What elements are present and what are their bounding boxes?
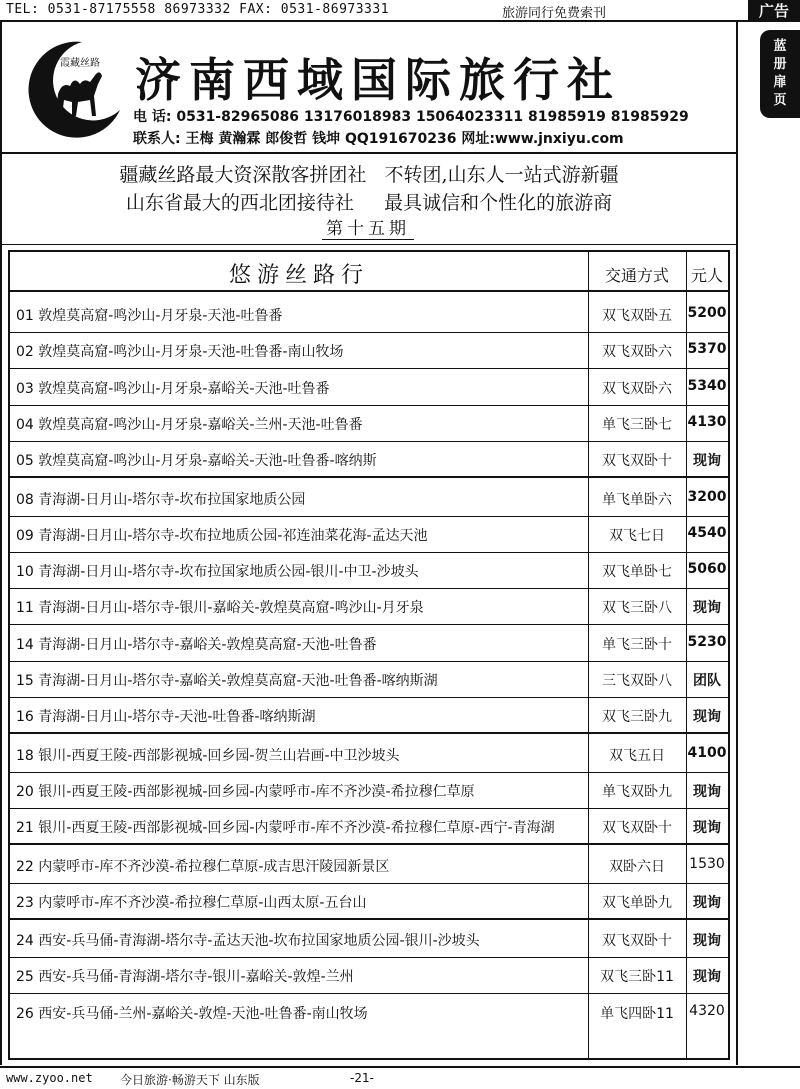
transport-cell: 单飞三卧七 bbox=[602, 417, 672, 433]
route-cell: 03 敦煌莫高窟-鸣沙山-月牙泉-嘉峪关-天池-吐鲁番 bbox=[16, 381, 330, 397]
table-row bbox=[10, 809, 728, 845]
price-cell: 现询 bbox=[693, 453, 721, 469]
price-cell: 5060 bbox=[687, 561, 727, 577]
table-row bbox=[10, 773, 728, 809]
table-row bbox=[10, 662, 728, 698]
route-cell: 02 敦煌莫高窟-鸣沙山-月牙泉-天池-吐鲁番-南山牧场 bbox=[16, 344, 344, 360]
transport-cell: 双飞双卧十 bbox=[602, 453, 672, 469]
page-number: -21- bbox=[350, 1071, 374, 1085]
header-route: 悠游丝路行 bbox=[228, 263, 369, 288]
side-tab-char: 蓝 bbox=[773, 39, 787, 54]
price-cell: 5370 bbox=[687, 341, 727, 357]
top-slogan: 旅游同行免费索刊 bbox=[502, 6, 607, 21]
table-row bbox=[10, 517, 728, 553]
price-cell: 3200 bbox=[687, 489, 727, 505]
transport-cell: 三飞双卧八 bbox=[602, 673, 672, 689]
table-row bbox=[10, 297, 728, 333]
table-row bbox=[10, 626, 728, 662]
footer bbox=[0, 1066, 800, 1089]
header-transport: 交通方式 bbox=[604, 266, 669, 285]
transport-cell: 双飞三卧九 bbox=[602, 709, 672, 725]
price-cell: 团队 bbox=[693, 673, 721, 689]
transport-cell: 双飞五日 bbox=[609, 748, 665, 764]
route-cell: 18 银川-西夏王陵-西部影视城-回乡园-贺兰山岩画-中卫沙坡头 bbox=[16, 748, 400, 764]
transport-cell: 双飞双卧六 bbox=[602, 381, 672, 397]
phone-line: 电 话: 0531-82965086 13176018983 15064023311 81985919 81985929 bbox=[133, 109, 689, 125]
price-cell: 4100 bbox=[687, 745, 727, 761]
table-row bbox=[10, 406, 728, 442]
transport-cell: 单飞双卧九 bbox=[602, 784, 672, 800]
table-row bbox=[10, 553, 728, 589]
route-cell: 08 青海湖-日月山-塔尔寺-坎布拉国家地质公园 bbox=[16, 492, 306, 508]
transport-cell: 单飞单卧六 bbox=[602, 492, 672, 508]
side-tab bbox=[760, 30, 800, 118]
tour-table bbox=[8, 250, 730, 1060]
transport-cell: 单飞四卧11 bbox=[600, 1006, 674, 1022]
divider bbox=[2, 152, 736, 154]
route-cell: 22 内蒙呼市-库不齐沙漠-希拉穆仁草原-成吉思汗陵园新景区 bbox=[16, 859, 390, 875]
transport-cell: 单飞三卧十 bbox=[602, 637, 672, 653]
price-cell: 4320 bbox=[689, 1003, 725, 1019]
price-cell: 5200 bbox=[687, 305, 727, 321]
transport-cell: 双飞七日 bbox=[609, 528, 665, 544]
transport-cell: 双飞三卧11 bbox=[600, 969, 674, 985]
divider bbox=[2, 244, 736, 245]
table-row bbox=[10, 698, 728, 734]
table-row bbox=[10, 481, 728, 517]
route-cell: 23 内蒙呼市-库不齐沙漠-希拉穆仁草原-山西太原-五台山 bbox=[16, 895, 367, 911]
price-cell: 现询 bbox=[693, 895, 721, 911]
logo-text: 霞藏丝路 bbox=[60, 58, 100, 69]
transport-cell: 双飞双卧十 bbox=[602, 820, 672, 836]
table-row bbox=[10, 333, 728, 369]
top-bar bbox=[0, 0, 800, 22]
agency-name: 济南西域国际旅行社 bbox=[135, 53, 621, 107]
footer-brand: 今日旅游·畅游天下 山东版 bbox=[120, 1073, 260, 1087]
table-header bbox=[10, 252, 728, 292]
route-cell: 26 西安-兵马俑-兰州-嘉峪关-敦煌-天池-吐鲁番-南山牧场 bbox=[16, 1006, 368, 1022]
route-cell: 01 敦煌莫高窟-鸣沙山-月牙泉-天池-吐鲁番 bbox=[16, 308, 283, 324]
table-row bbox=[10, 737, 728, 773]
transport-cell: 双飞三卧八 bbox=[602, 600, 672, 616]
table-row bbox=[10, 442, 728, 478]
tagline-1: 疆藏丝路最大资深散客拼团社 不转团,山东人一站式游新疆 bbox=[119, 164, 619, 186]
price-cell: 5340 bbox=[687, 378, 727, 394]
tagline-2: 山东省最大的西北团接待社 最具诚信和个性化的旅游商 bbox=[125, 192, 613, 214]
transport-cell: 双飞单卧九 bbox=[602, 895, 672, 911]
route-cell: 20 银川-西夏王陵-西部影视城-回乡园-内蒙呼市-库不齐沙漠-希拉穆仁草原 bbox=[16, 784, 475, 800]
transport-cell: 双飞双卧六 bbox=[602, 344, 672, 360]
price-cell: 现询 bbox=[693, 784, 721, 800]
route-cell: 09 青海湖-日月山-塔尔寺-坎布拉地质公园-祁连油菜花海-孟达天池 bbox=[16, 528, 428, 544]
transport-cell: 双飞单卧七 bbox=[602, 564, 672, 580]
price-cell: 现询 bbox=[693, 709, 721, 725]
top-contact-text: TEL: 0531-87175558 86973332 FAX: 0531-86973331 bbox=[6, 2, 390, 17]
route-cell: 05 敦煌莫高窟-鸣沙山-月牙泉-嘉峪关-天池-吐鲁番-喀纳斯 bbox=[16, 453, 377, 469]
route-cell: 16 青海湖-日月山-塔尔寺-天池-吐鲁番-喀纳斯湖 bbox=[16, 709, 316, 725]
table-row bbox=[10, 995, 728, 1031]
contact-line: 联系人: 王梅 黄瀚霖 郎俊哲 钱坤 QQ191670236 网址:www.jnxiyu.com bbox=[133, 131, 624, 147]
transport-cell: 双飞双卧十 bbox=[602, 933, 672, 949]
side-tab-char: 扉 bbox=[773, 75, 787, 90]
side-tab-char: 页 bbox=[773, 93, 787, 108]
table-row bbox=[10, 958, 728, 994]
table-row bbox=[10, 589, 728, 625]
route-cell: 14 青海湖-日月山-塔尔寺-嘉峪关-敦煌莫高窟-天池-吐鲁番 bbox=[16, 637, 377, 653]
price-cell: 4540 bbox=[687, 525, 727, 541]
price-cell: 现询 bbox=[693, 600, 721, 616]
route-cell: 25 西安-兵马俑-青海湖-塔尔寺-银川-嘉峪关-敦煌-兰州 bbox=[16, 969, 354, 985]
table-row bbox=[10, 370, 728, 406]
route-cell: 11 青海湖-日月山-塔尔寺-银川-嘉峪关-敦煌莫高窟-鸣沙山-月牙泉 bbox=[16, 600, 424, 616]
header-price: 元人 bbox=[690, 266, 723, 285]
price-cell: 现询 bbox=[693, 969, 721, 985]
table-row bbox=[10, 922, 728, 958]
price-cell: 5230 bbox=[687, 634, 727, 650]
transport-cell: 双卧六日 bbox=[609, 859, 665, 875]
route-cell: 24 西安-兵马俑-青海湖-塔尔寺-孟达天池-坎布拉国家地质公园-银川-沙坡头 bbox=[16, 933, 480, 949]
route-cell: 10 青海湖-日月山-塔尔寺-坎布拉国家地质公园-银川-中卫-沙坡头 bbox=[16, 564, 419, 580]
price-cell: 1530 bbox=[689, 856, 725, 872]
route-cell: 15 青海湖-日月山-塔尔寺-嘉峪关-敦煌莫高窟-天池-吐鲁番-喀纳斯湖 bbox=[16, 673, 438, 689]
ad-badge: 广告 bbox=[748, 0, 800, 22]
route-cell: 21 银川-西夏王陵-西部影视城-回乡园-内蒙呼市-库不齐沙漠-希拉穆仁草原-西宁-青海湖 bbox=[16, 820, 555, 836]
issue-number: 第十五期 bbox=[322, 214, 414, 240]
table-row bbox=[10, 848, 728, 884]
table-row bbox=[10, 884, 728, 920]
transport-cell: 双飞双卧五 bbox=[602, 308, 672, 324]
camel-logo-icon bbox=[22, 36, 126, 140]
footer-site: www.zyoo.net bbox=[6, 1071, 93, 1085]
route-cell: 04 敦煌莫高窟-鸣沙山-月牙泉-嘉峪关-兰州-天池-吐鲁番 bbox=[16, 417, 363, 433]
price-cell: 现询 bbox=[693, 820, 721, 836]
side-tab-char: 册 bbox=[773, 57, 787, 72]
price-cell: 4130 bbox=[687, 414, 727, 430]
price-cell: 现询 bbox=[693, 933, 721, 949]
